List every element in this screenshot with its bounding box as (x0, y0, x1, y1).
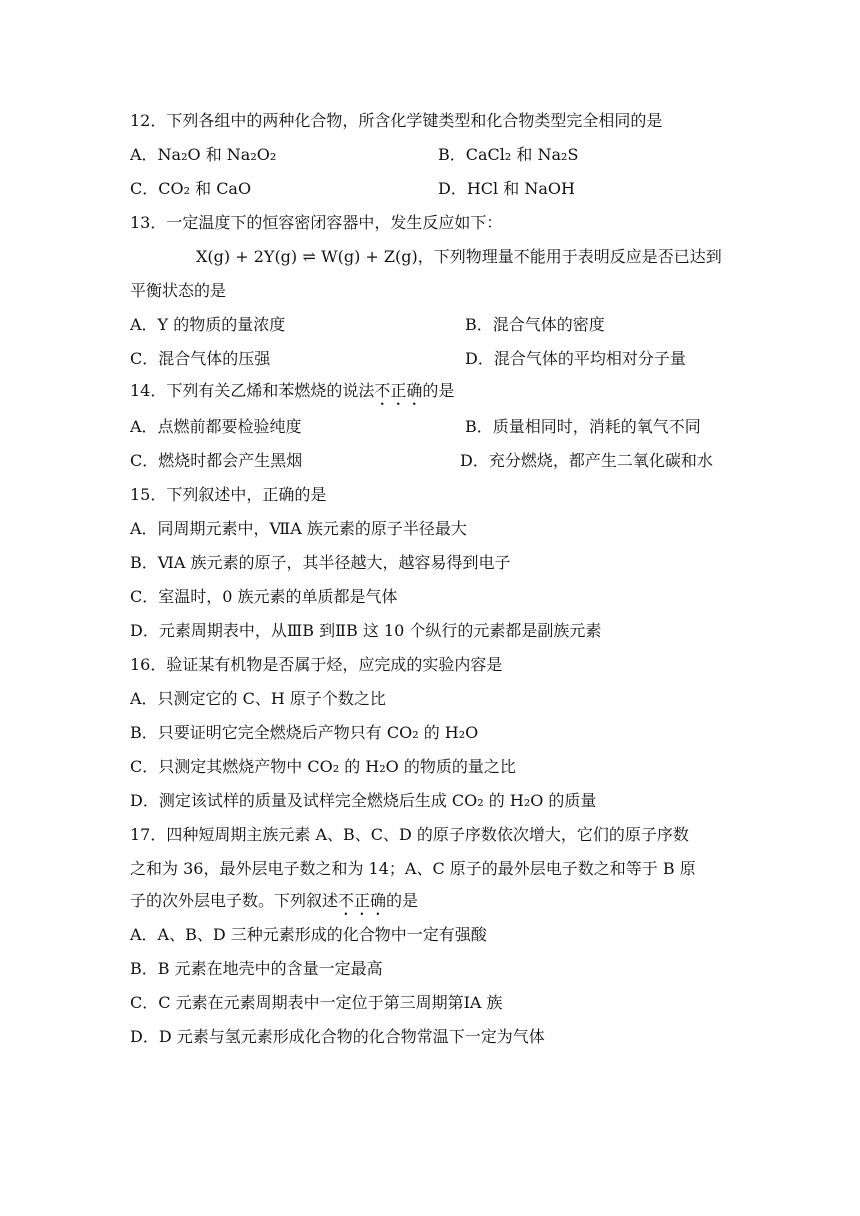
q14-option-a: A．点燃前都要检验纯度 (130, 417, 302, 436)
q12-stem: 12．下列各组中的两种化合物，所含化学键类型和化合物类型完全相同的是 (130, 111, 663, 130)
q12-option-b: B．CaCl₂ 和 Na₂S (438, 145, 579, 164)
q12-option-d: D．HCl 和 NaOH (438, 179, 575, 198)
q15-stem: 15．下列叙述中，正确的是 (130, 485, 327, 504)
q17-stem-emphasis: 不正确 (338, 891, 387, 910)
q16-option-d: D．测定该试样的质量及试样完全燃烧后生成 CO₂ 的 H₂O 的质量 (130, 791, 597, 810)
q17-option-d: D．D 元素与氢元素形成化合物的化合物常温下一定为气体 (130, 1027, 545, 1046)
q14-stem-pre: 14．下列有关乙烯和苯燃烧的说法 (130, 381, 375, 400)
q16-option-b: B．只要证明它完全燃烧后产物只有 CO₂ 的 H₂O (130, 723, 479, 742)
q14-stem-post: 的是 (422, 381, 455, 400)
q17-option-b: B．B 元素在地壳中的含量一定最高 (130, 959, 383, 978)
q17-stem-line3 (130, 890, 418, 919)
q13-stem: 13．一定温度下的恒容密闭容器中，发生反应如下： (130, 213, 503, 232)
q15-option-c: C．室温时，0 族元素的单质都是气体 (130, 587, 398, 606)
q15-option-d: D．元素周期表中，从ⅢB 到ⅡB 这 10 个纵行的元素都是副族元素 (130, 621, 602, 640)
q17-option-a: A．A、B、D 三种元素形成的化合物中一定有强酸 (130, 925, 487, 944)
q17-stem-line1: 17．四种短周期主族元素 A、B、C、D 的原子序数依次增大，它们的原子序数 (130, 825, 689, 844)
q12-option-c: C．CO₂ 和 CaO (130, 179, 252, 198)
q13-equation-left: X(g) + 2Y(g) (196, 247, 298, 266)
q13-option-b: B．混合气体的密度 (465, 315, 605, 334)
q17-stem-post: 的是 (386, 891, 419, 910)
q14-option-c: C．燃烧时都会产生黑烟 (130, 451, 303, 470)
q16-option-a: A．只测定它的 C、H 原子个数之比 (130, 689, 386, 708)
q14-option-b: B．质量相同时，消耗的氧气不同 (465, 417, 701, 436)
equilibrium-arrow-icon: ⇌ (302, 247, 316, 266)
q16-stem: 16．验证某有机物是否属于烃，应完成的实验内容是 (130, 655, 503, 674)
q13-option-a: A．Y 的物质的量浓度 (130, 315, 286, 334)
q13-equation-right: W(g) + Z(g)，下列物理量不能用于表明反应是否已达到 (321, 247, 722, 266)
q14-stem-emphasis: 不正确 (374, 381, 423, 400)
q17-option-c: C．C 元素在元素周期表中一定位于第三周期第ⅠA 族 (130, 993, 503, 1012)
q14-stem (130, 380, 454, 409)
q17-stem-pre: 子的次外层电子数。下列叙述 (130, 891, 339, 910)
q13-option-c: C．混合气体的压强 (130, 349, 271, 368)
q13-stem-continued: 平衡状态的是 (130, 281, 227, 300)
q13-equation (196, 246, 722, 268)
q12-option-a: A．Na₂O 和 Na₂O₂ (130, 145, 277, 164)
q16-option-c: C．只测定其燃烧产物中 CO₂ 的 H₂O 的物质的量之比 (130, 757, 516, 776)
q13-option-d: D．混合气体的平均相对分子量 (465, 349, 686, 368)
q15-option-b: B．ⅥA 族元素的原子，其半径越大，越容易得到电子 (130, 553, 511, 572)
q17-stem-line2: 之和为 36，最外层电子数之和为 14；A、C 原子的最外层电子数之和等于 B 原 (130, 859, 696, 878)
q15-option-a: A．同周期元素中，ⅦA 族元素的原子半径最大 (130, 519, 467, 538)
q14-option-d: D．充分燃烧，都产生二氧化碳和水 (460, 451, 713, 470)
